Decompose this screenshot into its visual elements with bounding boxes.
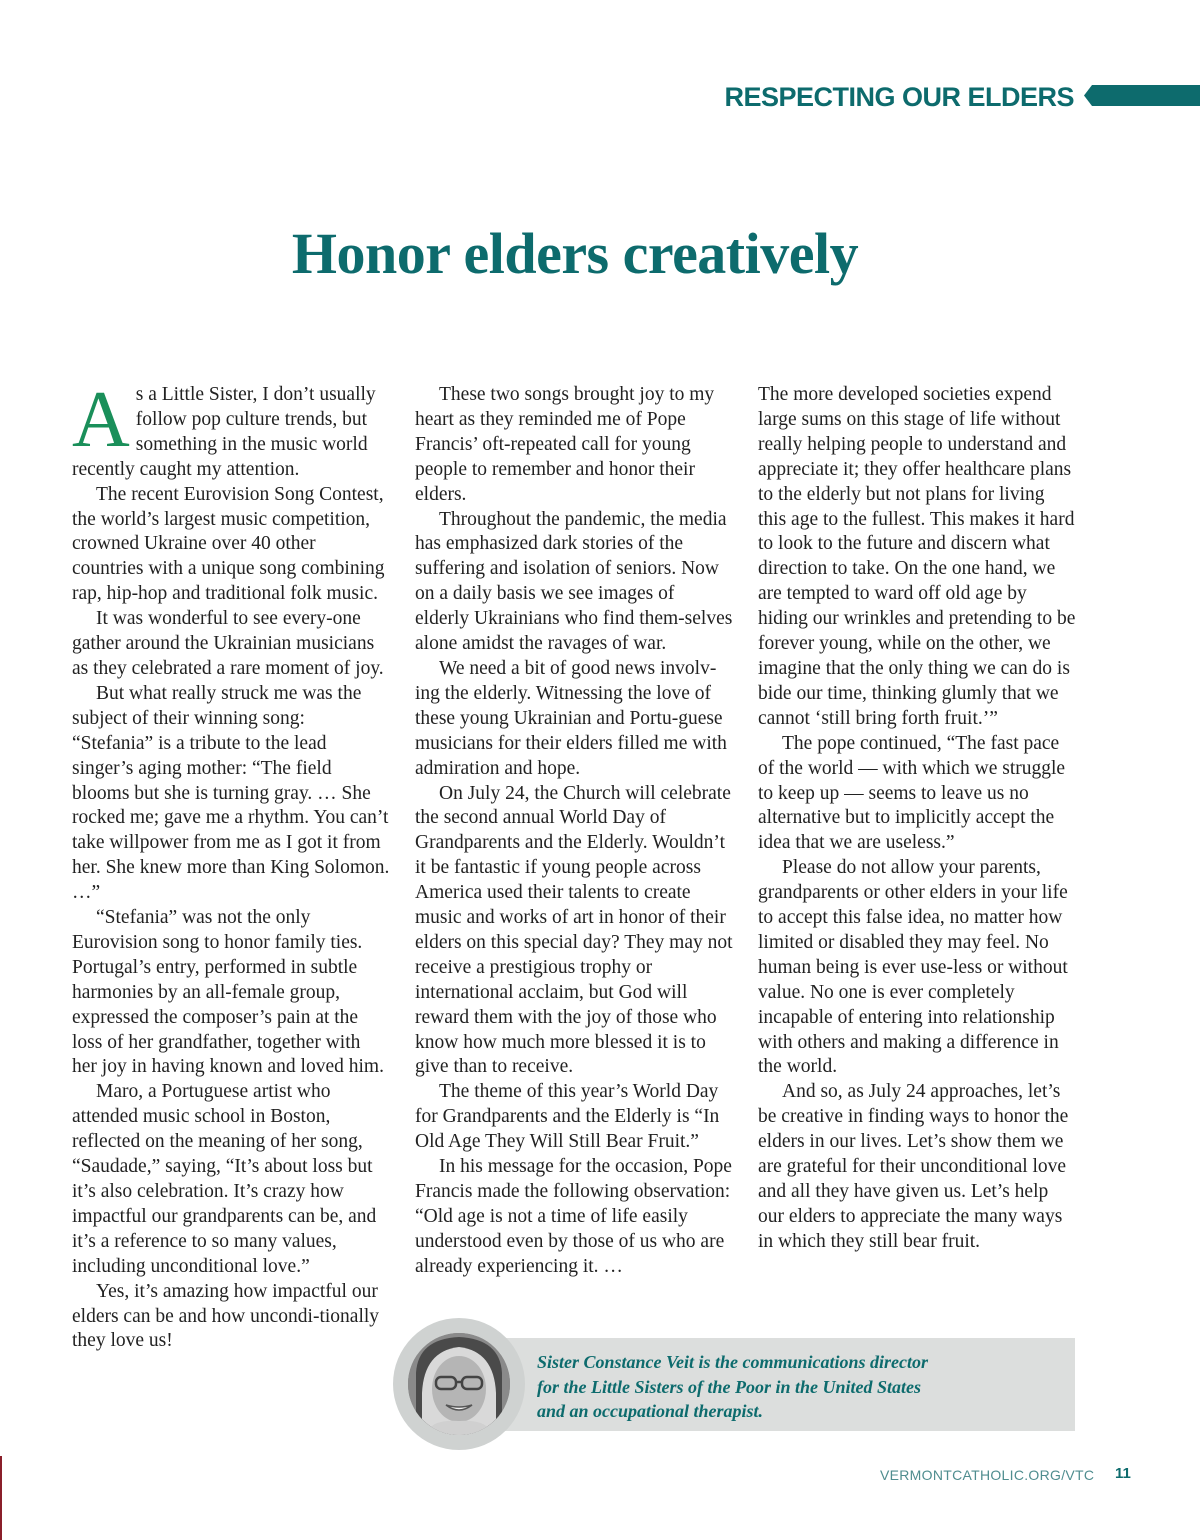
article-column-3 [758, 383, 1076, 1255]
article-column-1 [72, 376, 390, 1354]
section-tab-arrow [1084, 85, 1200, 106]
paragraph: The more developed societies expend large sums on this stage of life without really helping people to understand and appreciate it; they offer healthcare plans to the elderly but not plans for living this age to the fullest. This makes it hard to look to the future and discern what direction to take. On the one hand, we are tempted to ward off old age by hiding our wrinkles and pretending to be forever young, while on the other, we imagine that the only thing we can do is bide our time, thinking glumly that we cannot ‘still bring forth fruit.’” [758, 384, 1076, 729]
paragraph: Yes, it’s amazing how impactful our elders can be and how uncondi-tionally they love us! [72, 1280, 380, 1352]
paragraph: “Stefania” was not the only Eurovision song to honor family ties. Portugal’s entry, performed in subtle harmonies by an all-female group, expressed the composer’s pain at the loss of her grandfather, together with her joy in having known and loved him. [72, 907, 384, 1078]
paragraph: And so, as July 24 approaches, let’s be creative in finding ways to honor the elders in our lives. Let’s show them we are grateful for their unconditional love and all they have given us. Let’s help our elders to appreciate the many ways in which they still bear fruit. [758, 1081, 1069, 1252]
bio-line: for the Little Sisters of the Poor in the United States [537, 1376, 922, 1397]
paragraph: These two songs brought joy to my heart as they reminded me of Pope Francis’ oft-repeated call for young people to remember and honor their elders. [415, 384, 715, 505]
paragraph: Please do not allow your parents, grandparents or other elders in your life to accept this false idea, no matter how limited or disabled they may feel. No human being is ever use-less or without value. No one is ever completely incapable of entering into relationship with others and making a difference in the world. [758, 857, 1068, 1078]
paragraph: The recent Eurovision Song Contest, the world’s largest music competition, crowned Ukraine over 40 other countries with a unique song combining rap, hip-hop and traditional folk music. [72, 483, 385, 605]
paragraph: The theme of this year’s World Day for Grandparents and the Elderly is “In Old Age They Will Still Bear Fruit.” [415, 1081, 720, 1153]
paragraph: It was wonderful to see every-one gather around the Ukrainian musicians as they celebrated a rare moment of joy. [72, 608, 384, 679]
page-edge-marker [0, 1456, 2, 1540]
paragraph: On July 24, the Church will celebrate the second annual World Day of Grandparents and the Elderly. Wouldn’t it be fantastic if young people across America used their talents to create music and works of art in honor of their elders on this special day? They may not receive a prestigious trophy or international acclaim, but God will reward them with the joy of those who know how much more blessed it is to give than to receive. [415, 782, 733, 1078]
author-bio [537, 1350, 1057, 1424]
section-header [700, 80, 1200, 114]
bio-line: Sister Constance Veit is the communications director [537, 1352, 929, 1372]
section-title: RESPECTING OUR ELDERS [724, 82, 1074, 112]
paragraph: We need a bit of good news involv-ing the elderly. Witnessing the love of these young Ukrainian and Portu-guese musicians for their elders filled me with admiration and hope. [415, 657, 727, 779]
author-photo-icon [408, 1333, 510, 1435]
page-number: 11 [1115, 1465, 1131, 1482]
article-column-2 [415, 383, 733, 1280]
author-portrait [408, 1333, 510, 1435]
author-bio-box [470, 1338, 1075, 1431]
paragraph: Throughout the pandemic, the media has emphasized dark stories of the suffering and isolation of seniors. Now on a daily basis we see images of elderly Ukrainians who find them-selves alone amidst the ravages of war. [415, 508, 733, 655]
paragraph: Maro, a Portuguese artist who attended music school in Boston, reflected on the meaning of her song, “Saudade,” saying, “It’s about loss but it’s also celebration. It’s crazy how impactful our grandparents can be, and it’s a reference to so many values, including unconditional love.” [72, 1081, 377, 1277]
bio-line: and an occupational therapist. [537, 1401, 764, 1421]
drop-cap: A [72, 376, 130, 464]
paragraph: But what really struck me was the subject of their winning song: “Stefania” is a tribute to the lead singer’s aging mother: “The field blooms but she is turning gray. … She rocked me; gave me a rhythm. You can’t take willpower from me as I got it from her. She knew more than King Solomon. …” [72, 682, 390, 904]
paragraph: The pope continued, “The fast pace of the world — with which we struggle to keep up — seems to leave us no alternative but to implicitly accept the idea that we are useless.” [758, 732, 1066, 854]
paragraph-text: s a Little Sister, I don’t usually follow pop culture trends, but something in the music world recently caught my attention. [72, 384, 376, 480]
paragraph [72, 376, 390, 483]
paragraph: In his message for the occasion, Pope Francis made the following observation: “Old age is not a time of life easily understood even by those of us who are already experiencing it. … [415, 1156, 732, 1277]
footer-url: VERMONTCATHOLIC.ORG/VTC [880, 1467, 1095, 1483]
article-title: Honor elders creatively [291, 221, 859, 286]
